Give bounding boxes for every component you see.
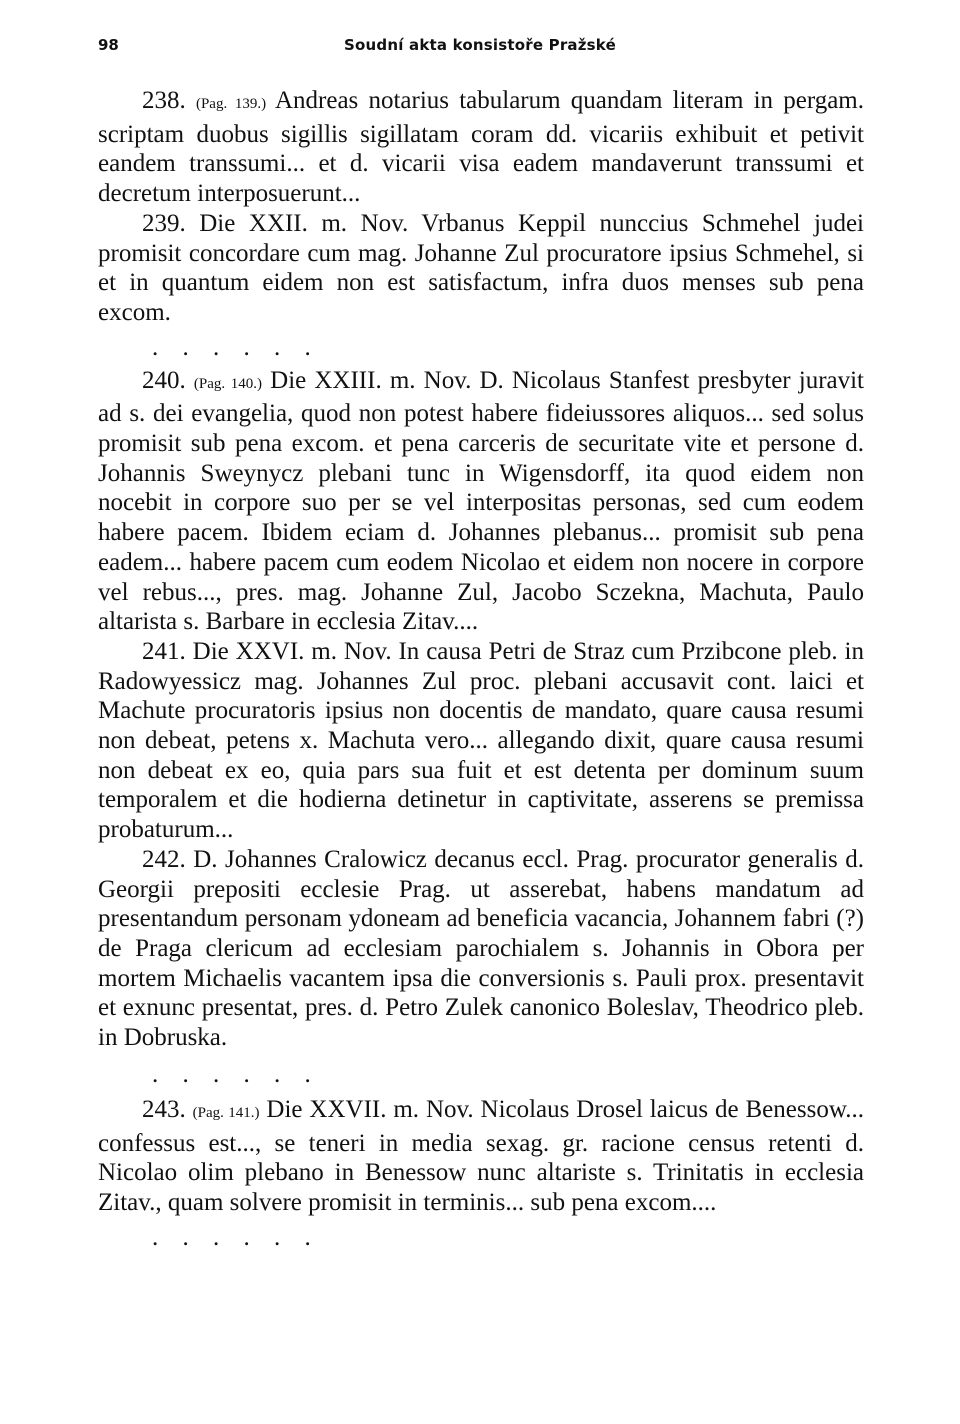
page-reference: (Pag. 139.) xyxy=(195,96,267,112)
omission-mark: . . . . . . xyxy=(152,1223,320,1251)
entry-number: 238. xyxy=(142,87,196,114)
omission-mark: . . . . . . xyxy=(152,333,320,361)
page-header xyxy=(98,36,862,60)
omission-mark: . . . . . . xyxy=(152,1060,320,1088)
entry-text: 242. D. Johannes Cralowicz decanus eccl. Prag. procurator generalis d. Georgii prepositi ecclesie Prag. ut asserebat, habens mandatum ad presentandum personam ydoneam ad beneficia vacancia, Johannem fabri (?) de Praga clericum ad ecclesiam parochialem s. Johannis in Obora per mortem Michaelis vacantem ipsa die conversionis s. Pauli prox. presentavit et exnunc presentat, pres. d. Petro Zulek canonico Boleslav, Theodrico pleb. in Dobruska. xyxy=(98,845,864,1052)
document-body xyxy=(98,86,864,1252)
page-reference: (Pag. 140.) xyxy=(193,375,263,392)
running-title: Soudní akta konsistoře Pražské xyxy=(344,36,616,54)
entry-241 xyxy=(98,637,864,845)
entry-text: Die XXVII. m. Nov. Nicolaus Drosel laicus de Benessow... confessus est..., se teneri in media sexag. gr. racione census retenti d. Nicolao olim plebano in Benessow nunc altariste s. Trinitatis in ecclesia Zitav., quam solvere promisit in terminis... sub pena excom.... xyxy=(98,1095,865,1216)
entry-242 xyxy=(98,845,864,1053)
page-reference: (Pag. 141.) xyxy=(192,1104,260,1121)
page-number: 98 xyxy=(98,36,119,54)
entry-number: 243. xyxy=(142,1095,193,1123)
entry-number: 240. xyxy=(142,366,194,394)
entry-text: Die XXIII. m. Nov. D. Nicolaus Stanfest presbyter juravit ad s. dei evangelia, quod non potest habere fideiussores aliquos... sed solus promisit sub pena excom. et pena carceris de securitate vite et persone d. Johannis Sweynycz plebani tunc in Wigensdorff, ita quod eidem non nocebit in corpore suo per se vel interpositas personas, sed cum eodem habere pacem. Ibidem eciam d. Johannes plebanus... promisit sub pena eadem... habere pacem cum eodem Nicolao et eidem non nocere in corpore vel rebus..., pres. mag. Johanne Zul, Jacobo Sczekna, Machuta, Paulo altarista s. Barbare in ecclesia Zitav.... xyxy=(98,366,865,636)
entry-text: Andreas notarius tabularum quandam literam in pergam. scriptam duobus sigillis sigillatam coram dd. vicariis exhibuit et petivit eandem transsumi... et d. vicarii visa eadem mandaverunt transsumi et decretum interposuerunt... xyxy=(98,87,865,208)
entry-text: 239. Die XXII. m. Nov. Vrbanus Keppil nunccius Schmehel judei promisit concordare cum mag. Johanne Zul procuratore ipsius Schmehel, si et in quantum eidem non est satisfactum, infra duos menses sub pena excom. xyxy=(98,209,864,326)
entry-238 xyxy=(98,86,864,209)
entry-239 xyxy=(98,209,864,328)
entry-text: 241. Die XXVI. m. Nov. In causa Petri de Straz cum Przibcone pleb. in Radowyessicz mag. Johannes Zul proc. plebani accusavit cont. laici et Machute procuratoris ipsius non docentis de mandato, quare causa resumi non debeat, petens x. Machuta vero... allegando dixit, quare causa resumi non debeat ex eo, quia pars sua fuit et est detenta per dominum suum temporalem et die hodierna detinetur in captivitate, asserens se premissa probaturum... xyxy=(98,637,864,844)
entry-243 xyxy=(98,1095,864,1218)
entry-240 xyxy=(98,366,864,637)
